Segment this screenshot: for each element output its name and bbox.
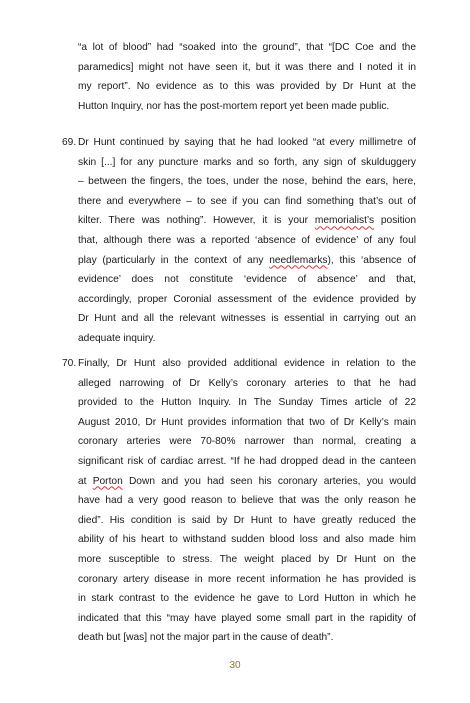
text-segment: Down and you had seen his coronary arteries, you would bbox=[122, 475, 416, 487]
text-line: adequate inquiry. bbox=[78, 332, 156, 344]
text-line: coronary arteries were 70-80% narrower than normal, creating a bbox=[78, 436, 416, 448]
text-segment: play (particularly in the context of any bbox=[78, 254, 270, 266]
text-line: that, although there was a reported ‘absence of evidence’ of any foul bbox=[78, 234, 416, 246]
text-line: evidence’ does not constitute ‘evidence of absence’ and that, bbox=[78, 274, 416, 286]
paragraph-69-text bbox=[78, 133, 416, 349]
text-line: have had a very good reason to believe that was the only reason he bbox=[78, 495, 416, 507]
text-line: – between the fingers, the toes, under the nose, behind the ears, here, bbox=[78, 176, 416, 188]
text-line: paramedics] might not have seen it, but it was there and I noted it in bbox=[78, 61, 416, 73]
text-line: alleged narrowing of Dr Kelly’s coronary arteries to that he had bbox=[78, 377, 416, 389]
text-line bbox=[78, 251, 416, 271]
text-line: ability of his heart to withstand sudden blood loss and also made him bbox=[78, 534, 416, 546]
text-segment: kilter. There was nothing”. However, it is your bbox=[78, 215, 315, 227]
text-line: significant risk of cardiac arrest. “If he had dropped dead in the canteen bbox=[78, 455, 416, 467]
paragraph-70 bbox=[62, 354, 416, 648]
text-segment: ), this ‘absence of bbox=[327, 254, 417, 266]
paragraph-70-text bbox=[78, 354, 416, 648]
text-line: provided to the Hutton Inquiry. In The Sunday Times article of 22 bbox=[78, 397, 416, 409]
page-number: 30 bbox=[229, 660, 241, 671]
text-line: skin [...] for any puncture marks and so forth, any sign of skulduggery bbox=[78, 156, 416, 168]
spellcheck-flagged-word[interactable]: needlemarks bbox=[269, 254, 328, 266]
text-line: died”. His condition is said by Dr Hunt to have greatly reduced the bbox=[78, 514, 416, 526]
text-segment: at bbox=[78, 475, 93, 487]
text-line: there and everywhere – to see if you can find something that’s out of bbox=[78, 195, 416, 207]
text-line: more susceptible to stress. The weight placed by Dr Hunt on the bbox=[78, 553, 416, 565]
text-segment: position bbox=[374, 215, 416, 227]
text-line: Finally, Dr Hunt also provided additional evidence in relation to the bbox=[78, 358, 416, 369]
text-line: in stark contrast to the evidence he gave to Lord Hutton in which he bbox=[78, 593, 416, 605]
continued-paragraph-text bbox=[78, 38, 416, 116]
continued-paragraph bbox=[62, 38, 416, 116]
text-line: death but [was] not the major part in the cause of death”. bbox=[78, 632, 334, 644]
spellcheck-flagged-word[interactable]: Porton bbox=[92, 475, 123, 487]
text-line: indicated that this “may have played some small part in the rapidity of bbox=[78, 612, 416, 624]
text-line: “a lot of blood” had “soaked into the ground”, that “[DC Coe and the bbox=[78, 42, 416, 53]
text-line: Hutton Inquiry, nor has the post-mortem report yet been made public. bbox=[78, 100, 390, 112]
paragraph-number: 70. bbox=[62, 358, 77, 369]
text-line: Dr Hunt continued by saying that he had looked “at every millimetre of bbox=[78, 137, 416, 148]
text-line bbox=[78, 472, 416, 492]
text-line: my report”. No evidence as to this was provided by Dr Hunt at the bbox=[78, 81, 416, 93]
paragraph-69 bbox=[62, 133, 416, 349]
text-line: accordingly, proper Coronial assessment of the evidence provided by bbox=[78, 293, 416, 305]
paragraph-number: 69. bbox=[62, 137, 77, 148]
spellcheck-flagged-word[interactable]: memorialist’s bbox=[314, 215, 375, 227]
text-line: August 2010, Dr Hunt provides information that two of Dr Kelly’s main bbox=[78, 416, 416, 428]
text-line bbox=[78, 211, 416, 231]
text-line: Dr Hunt and all the relevant witnesses is essential in carrying out an bbox=[78, 313, 416, 325]
text-line: coronary artery disease in more recent information he has provided is bbox=[78, 573, 416, 585]
